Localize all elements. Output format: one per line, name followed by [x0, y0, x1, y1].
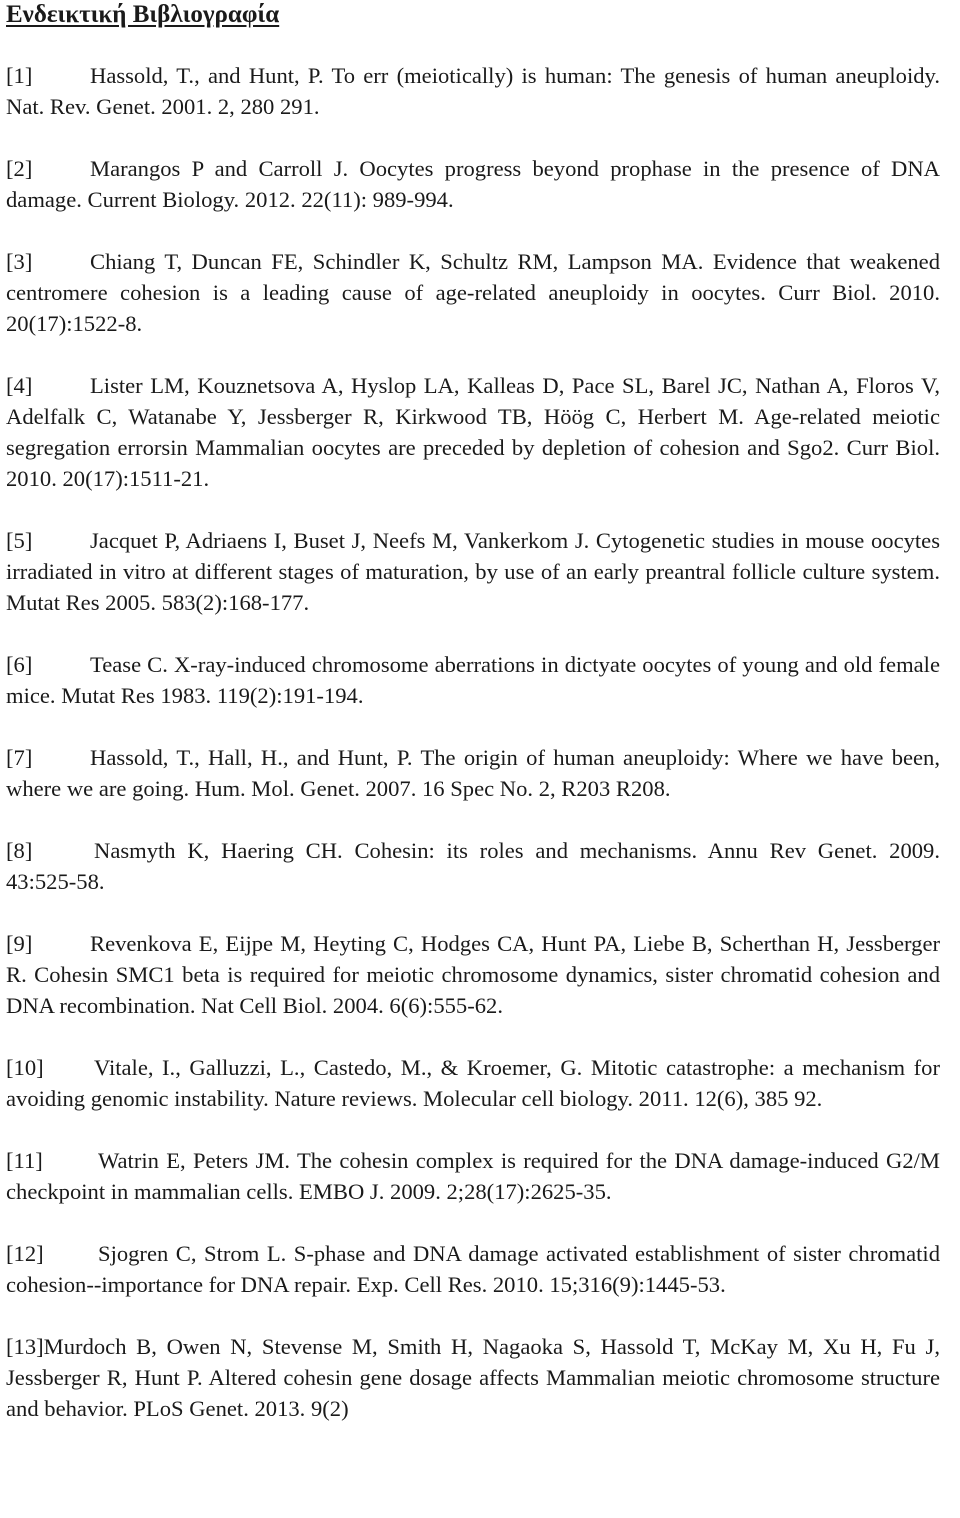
reference-item [6, 153, 940, 215]
reference-item [6, 1331, 940, 1424]
reference-list [6, 60, 940, 1424]
reference-item [6, 1145, 940, 1207]
reference-number: [9] [6, 931, 33, 956]
reference-number: [7] [6, 745, 33, 770]
reference-text: Marangos P and Carroll J. Oocytes progress beyond prophase in the presence of DNA damage. Current Biology. 2012. 22(11): 989-994. [6, 156, 940, 212]
reference-item [6, 742, 940, 804]
reference-item [6, 649, 940, 711]
reference-number: [13] [6, 1334, 44, 1359]
reference-text: Chiang T, Duncan FE, Schindler K, Schultz RM, Lampson MA. Evidence that weakened centromere cohesion is a leading cause of age-related aneuploidy in oocytes. Curr Biol. 2010. 20(17):1522-8. [6, 249, 940, 336]
reference-text: Watrin E, Peters JM. The cohesin complex is required for the DNA damage-induced G2/M checkpoint in mammalian cells. EMBO J. 2009. 2;28(17):2625-35. [6, 1148, 940, 1204]
reference-text: Lister LM, Kouznetsova A, Hyslop LA, Kalleas D, Pace SL, Barel JC, Nathan A, Floros V, Adelfalk C, Watanabe Y, Jessberger R, Kirkwood TB, Höög C, Herbert M. Age-related meiotic segregation errorsin Mammalian oocytes are preceded by depletion of cohesion and Sgo2. Curr Biol. 2010. 20(17):1511-21. [6, 373, 940, 491]
reference-item [6, 835, 940, 897]
section-heading: Ενδεικτική Βιβλιογραφία [6, 1, 280, 28]
reference-number: [5] [6, 528, 33, 553]
reference-number: [3] [6, 249, 33, 274]
reference-text: Jacquet P, Adriaens I, Buset J, Neefs M, Vankerkom J. Cytogenetic studies in mouse oocytes irradiated in vitro at different stages of maturation, by use of an early preantral follicle culture system. Mutat Res 2005. 583(2):168-177. [6, 528, 940, 615]
reference-text: Murdoch B, Owen N, Stevense M, Smith H, Nagaoka S, Hassold T, McKay M, Xu H, Fu J, Jessberger R, Hunt P. Altered cohesin gene dosage affects Mammalian meiotic chromosome structure and behavior. PLoS Genet. 2013. 9(2) [6, 1334, 940, 1421]
document-page [6, 0, 940, 1455]
reference-item [6, 1238, 940, 1300]
reference-number: [12] [6, 1241, 44, 1266]
reference-number: [2] [6, 156, 33, 181]
reference-item [6, 246, 940, 339]
reference-text: Nasmyth K, Haering CH. Cohesin: its roles and mechanisms. Annu Rev Genet. 2009. 43:525-58. [6, 838, 940, 894]
reference-text: Vitale, I., Galluzzi, L., Castedo, M., & Kroemer, G. Mitotic catastrophe: a mechanism for avoiding genomic instability. Nature reviews. Molecular cell biology. 2011. 12(6), 385 92. [6, 1055, 940, 1111]
reference-item [6, 60, 940, 122]
reference-number: [8] [6, 838, 33, 863]
reference-text: Sjogren C, Strom L. S-phase and DNA damage activated establishment of sister chromatid cohesion--importance for DNA repair. Exp. Cell Res. 2010. 15;316(9):1445-53. [6, 1241, 940, 1297]
reference-number: [4] [6, 373, 33, 398]
reference-number: [6] [6, 652, 33, 677]
reference-item [6, 928, 940, 1021]
reference-text: Hassold, T., and Hunt, P. To err (meiotically) is human: The genesis of human aneuploidy. Nat. Rev. Genet. 2001. 2, 280 291. [6, 63, 940, 119]
reference-number: [10] [6, 1055, 44, 1080]
reference-item [6, 1052, 940, 1114]
reference-number: [11] [6, 1148, 43, 1173]
reference-item [6, 370, 940, 494]
reference-number: [1] [6, 63, 33, 88]
reference-item [6, 525, 940, 618]
reference-text: Revenkova E, Eijpe M, Heyting C, Hodges CA, Hunt PA, Liebe B, Scherthan H, Jessberger R. Cohesin SMC1 beta is required for meiotic chromosome dynamics, sister chromatid cohesion and DNA recombination. Nat Cell Biol. 2004. 6(6):555-62. [6, 931, 940, 1018]
reference-text: Tease C. X-ray-induced chromosome aberrations in dictyate oocytes of young and old female mice. Mutat Res 1983. 119(2):191-194. [6, 652, 940, 708]
reference-text: Hassold, T., Hall, H., and Hunt, P. The origin of human aneuploidy: Where we have been, where we are going. Hum. Mol. Genet. 2007. 16 Spec No. 2, R203 R208. [6, 745, 940, 801]
